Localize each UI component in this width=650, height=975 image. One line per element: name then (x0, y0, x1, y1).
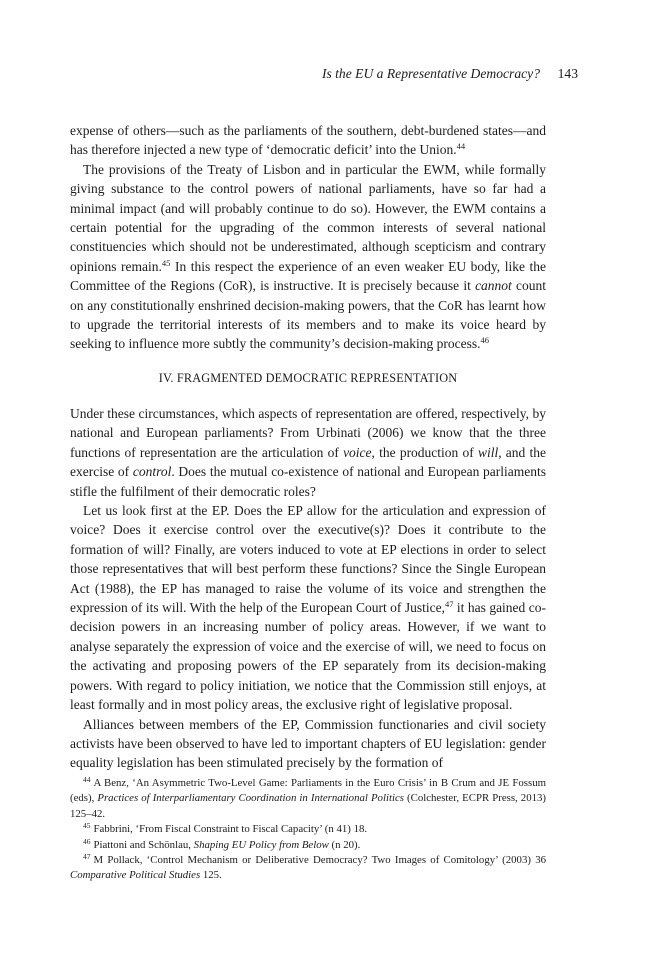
footnote-ref[interactable]: 44 (456, 141, 466, 152)
footnote (70, 853, 546, 884)
paragraph-text: count on any constitutionally enshrined decision-making powers, that the CoR has learnt how to upgrade the territorial interests of its members and to make its voice heard by seeking to influence more subtly the community’s decision-making process. (70, 278, 547, 352)
section-heading: IV. FRAGMENTED DEMOCRATIC REPRESENTATION (158, 371, 458, 385)
footnote-text: A Benz, ‘An Asymmetric Two-Level Game: Parliaments in the Euro Crisis’ in B Crum and JE Fossum (eds), (70, 777, 546, 805)
emphasis: voice (343, 444, 372, 460)
paragraph (70, 501, 546, 714)
footnote-text: 125. (200, 869, 222, 882)
footnote-number: 47 (83, 852, 91, 862)
paragraph-text: expense of others—such as the parliaments of the southern, debt-burdened states—and has therefore injected a new type of ‘democratic deficit’ into the Union. (70, 123, 546, 158)
footnote-number: 45 (83, 821, 91, 831)
emphasis: cannot (475, 278, 512, 294)
page-number: 143 (557, 66, 578, 81)
paragraph-text: , and the exercise of (70, 444, 546, 480)
footnotes (70, 776, 546, 884)
footnote (70, 776, 546, 822)
paragraph-text: , the production of (371, 444, 478, 460)
footnote-number: 46 (83, 836, 91, 846)
emphasis: will (477, 444, 499, 460)
footnote-text: (n 20). (328, 838, 361, 851)
paragraph-text: The provisions of the Treaty of Lisbon and in particular the EWM, while formally giving substance to the control powers of national parliaments, have so far had a minimal impact (and will probably continue to do so). However, the EWM contains a certain potential for the upgrading of the common interests of several national constituencies which should not be underestimated, although scepticism and contrary opinions remain. (70, 161, 546, 274)
footnote-text: Piattoni and Schönlau, (93, 838, 194, 851)
paragraph-text: Let us look first at the EP. Does the EP allow for the articulation and expression of voice? Does it exercise control over the executive(s)? Does it contribute to the formation of will? Finally, are voters induced to vote at EP elections in order to select those representatives that will best perform these functions? Since the Single European Act (1988), the EP has managed to raise the volume of its voice and strengthen the expression of its will. With the help of the European Court of Justice, (70, 503, 546, 616)
paragraph-text: In this respect the experience of an even weaker EU body, like the Committee of the Regions (CoR), is instructive. It is precisely because it (70, 258, 546, 294)
footnote-number: 44 (83, 775, 91, 784)
paragraph-text: it has gained co-decision powers in an increasing number of policy areas. However, if we want to analyse separately the expression of voice and the exercise of will, we need to focus on the activating and proposing powers of the EP separately from its decision-making powers. With regard to policy initiation, we notice that the Commission still enjoys, at least formally and in most policy areas, the exclusive right of legislative proposal. (70, 600, 546, 713)
paragraph (70, 160, 546, 354)
paragraph-text: . Does the mutual co-existence of national and European parliaments stifle the fulfilment of their democratic roles? (70, 464, 547, 499)
paragraph (70, 404, 546, 501)
footnote-text: M Pollack, ‘Control Mechanism or Deliberative Democracy? Two Images of Comitology’ (2003) 36 (93, 854, 546, 867)
footnote-ref[interactable]: 46 (480, 335, 490, 346)
emphasis: control (132, 464, 172, 480)
footnote-title: Shaping EU Policy from Below (193, 838, 329, 851)
footnote (70, 822, 546, 837)
footnote (70, 838, 546, 853)
footnote-ref[interactable]: 45 (161, 257, 171, 268)
paragraph: Alliances between members of the EP, Commission functionaries and civil society activists have been observed to have led to important chapters of EU legislation: gender equality legislation has been stimulated precisely by the formation of (70, 716, 546, 771)
footnote-ref[interactable]: 47 (444, 599, 454, 610)
section-body (70, 404, 546, 773)
paragraph (70, 121, 546, 160)
paragraph-text: Under these circumstances, which aspects of representation are offered, respectively, by national and European parliaments? From Urbinati (2006) we know that the three functions of representation are the articulation of (70, 406, 546, 460)
section-intro (70, 121, 546, 354)
running-title: Is the EU a Representative Democracy? (321, 66, 540, 81)
footnote-title: Comparative Political Studies (70, 869, 201, 882)
footnote-text: Fabbrini, ‘From Fiscal Constraint to Fiscal Capacity’ (n 41) 18. (93, 823, 368, 836)
running-header (70, 66, 578, 82)
footnote-title: Practices of Interparliamentary Coordination in International Politics (97, 792, 404, 805)
footnote-text: (Colchester, ECPR Press, 2013) 125–42. (70, 792, 546, 820)
